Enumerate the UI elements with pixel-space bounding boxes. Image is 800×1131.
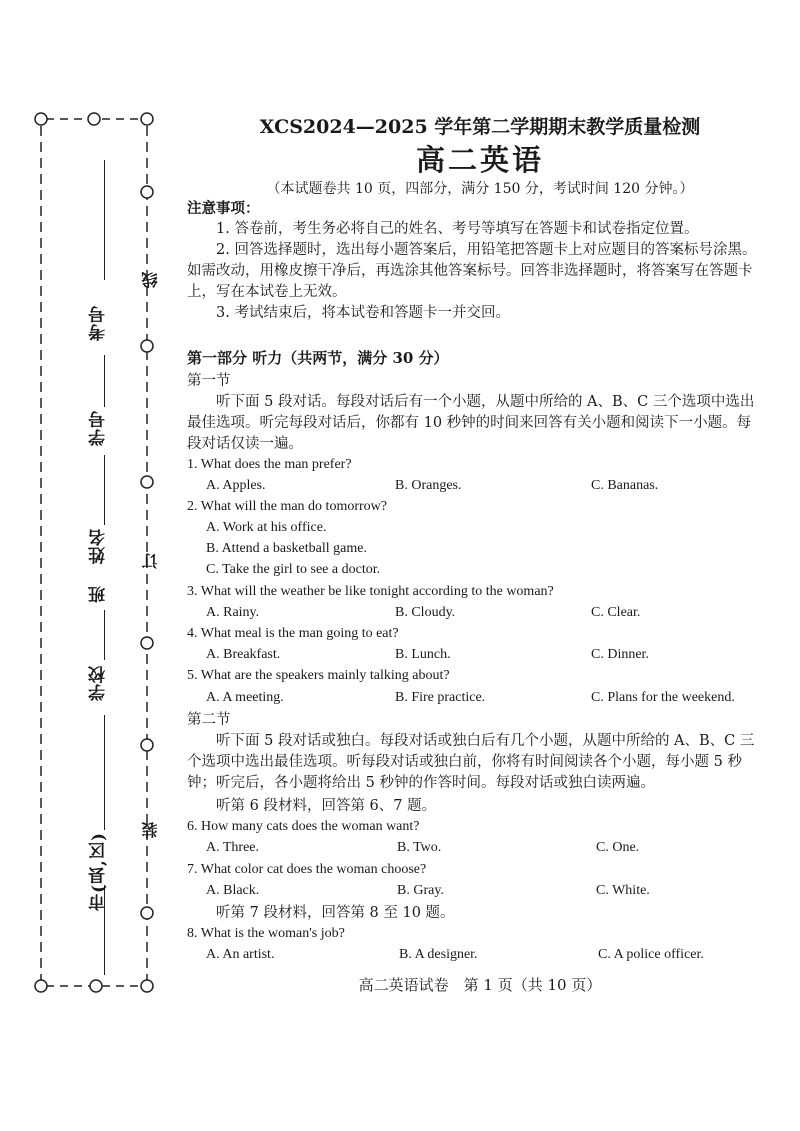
fill-line <box>104 160 105 280</box>
question-5-option-c: C. Plans for the weekend. <box>591 690 735 705</box>
question-7-option-a: A. Black. <box>206 883 260 898</box>
exam-title: XCS2024—2025 学年第二学期期末教学质量检测 <box>259 116 701 138</box>
label-class: 班 <box>89 585 109 603</box>
question-5-option-b: B. Fire practice. <box>395 690 486 705</box>
question-7-option-c: C. White. <box>596 883 650 898</box>
notes-heading: 注意事项： <box>187 200 260 217</box>
fill-line <box>104 455 105 525</box>
question-4-option-c: C. Dinner. <box>591 647 649 662</box>
note-item-1: 1. 答卷前，考生务必将自己的姓名、考号等填写在答题卡和试卷指定位置。 <box>216 221 699 237</box>
question-4-option-a: A. Breakfast. <box>206 647 281 662</box>
section2-label: 第二节 <box>187 712 231 728</box>
cut-mark-zhuang: 装 <box>141 822 160 838</box>
page-footer: 高二英语试卷 第 1 页（共 10 页） <box>358 976 602 994</box>
question-1-option-c: C. Bananas. <box>591 478 659 493</box>
question-8-option-c: C. A police officer. <box>598 947 704 962</box>
question-8-option-a: A. An artist. <box>206 947 275 962</box>
part1-heading: 第一部分 听力（共两节，满分 30 分） <box>187 349 449 367</box>
fill-line <box>104 355 105 407</box>
question-3-stem: 3. What will the weather be like tonight according to the woman? <box>187 584 554 599</box>
section2-instruction: 听下面 5 段对话或独白。每段对话或独白后有几个小题，从题中所给的 A、B、C 三个选项中选出最佳选项。听每段对话或独白前，你将有时间阅读各个小题，每小题 5 秒钟；听完后，各小题将给出 5 秒钟的作答时间。每段对话或独白读两遍。 <box>187 733 755 791</box>
question-5-stem: 5. What are the speakers mainly talking about? <box>187 668 450 683</box>
label-school: 学校 <box>89 665 109 701</box>
question-3-option-b: B. Cloudy. <box>395 605 456 620</box>
question-8-stem: 8. What is the woman's job? <box>187 926 345 941</box>
question-7-stem: 7. What color cat does the woman choose? <box>187 862 427 877</box>
question-7-option-b: B. Gray. <box>397 883 444 898</box>
question-3-option-a: A. Rainy. <box>206 605 260 620</box>
question-6-stem: 6. How many cats does the woman want? <box>187 819 420 834</box>
question-6-option-c: C. One. <box>596 840 640 855</box>
label-student-no: 学号 <box>89 410 109 446</box>
question-3-option-c: C. Clear. <box>591 605 641 620</box>
question-6-option-a: A. Three. <box>206 840 259 855</box>
note-item-2: 2. 回答选择题时，选出每小题答案后，用铅笔把答题卡上对应题目的答案标号涂黑。如需改动，用橡皮擦干净后，再选涂其他答案标号。回答非选择题时，将答案写在答题卡上，写在本试卷上无效。 <box>187 242 757 300</box>
question-4-stem: 4. What meal is the man going to eat? <box>187 626 399 641</box>
label-name: 姓名 <box>89 528 109 564</box>
section1-instruction: 听下面 5 段对话。每段对话后有一个小题，从题中所给的 A、B、C 三个选项中选出最佳选项。听完每段对话后，你都有 10 秒钟的时间来回答有关小题和阅读下一小题。每段对话仅读一遍。 <box>187 394 755 452</box>
question-2-option-b: B. Attend a basketball game. <box>206 541 367 556</box>
question-1-option-b: B. Oranges. <box>395 478 462 493</box>
question-2-option-c: C. Take the girl to see a doctor. <box>206 562 381 577</box>
fill-line <box>104 610 105 660</box>
question-2-option-a: A. Work at his office. <box>206 520 327 535</box>
question-6-option-b: B. Two. <box>397 840 442 855</box>
section1-label: 第一节 <box>187 373 231 389</box>
material-6-prompt: 听第 6 段材料，回答第 6、7 题。 <box>216 798 437 814</box>
cut-mark-ding: 订 <box>141 553 160 569</box>
material-7-prompt: 听第 7 段材料，回答第 8 至 10 题。 <box>216 905 455 921</box>
cut-mark-xian: 线 <box>141 272 160 288</box>
exam-info: （本试题卷共 10 页，四部分，满分 150 分，考试时间 120 分钟。） <box>266 181 694 197</box>
fill-line <box>104 715 105 830</box>
question-8-option-b: B. A designer. <box>399 947 478 962</box>
question-2-stem: 2. What will the man do tomorrow? <box>187 499 387 514</box>
subject-title: 高二英语 <box>415 143 544 177</box>
question-5-option-a: A. A meeting. <box>206 690 284 705</box>
question-1-option-a: A. Apples. <box>206 478 266 493</box>
question-1-stem: 1. What does the man prefer? <box>187 457 352 472</box>
label-exam-no: 考号 <box>89 305 109 341</box>
question-4-option-b: B. Lunch. <box>395 647 451 662</box>
label-city: 市(县,区) <box>89 832 109 912</box>
note-item-3: 3. 考试结束后，将本试卷和答题卡一并交回。 <box>216 305 510 321</box>
binding-margin <box>0 0 170 1131</box>
